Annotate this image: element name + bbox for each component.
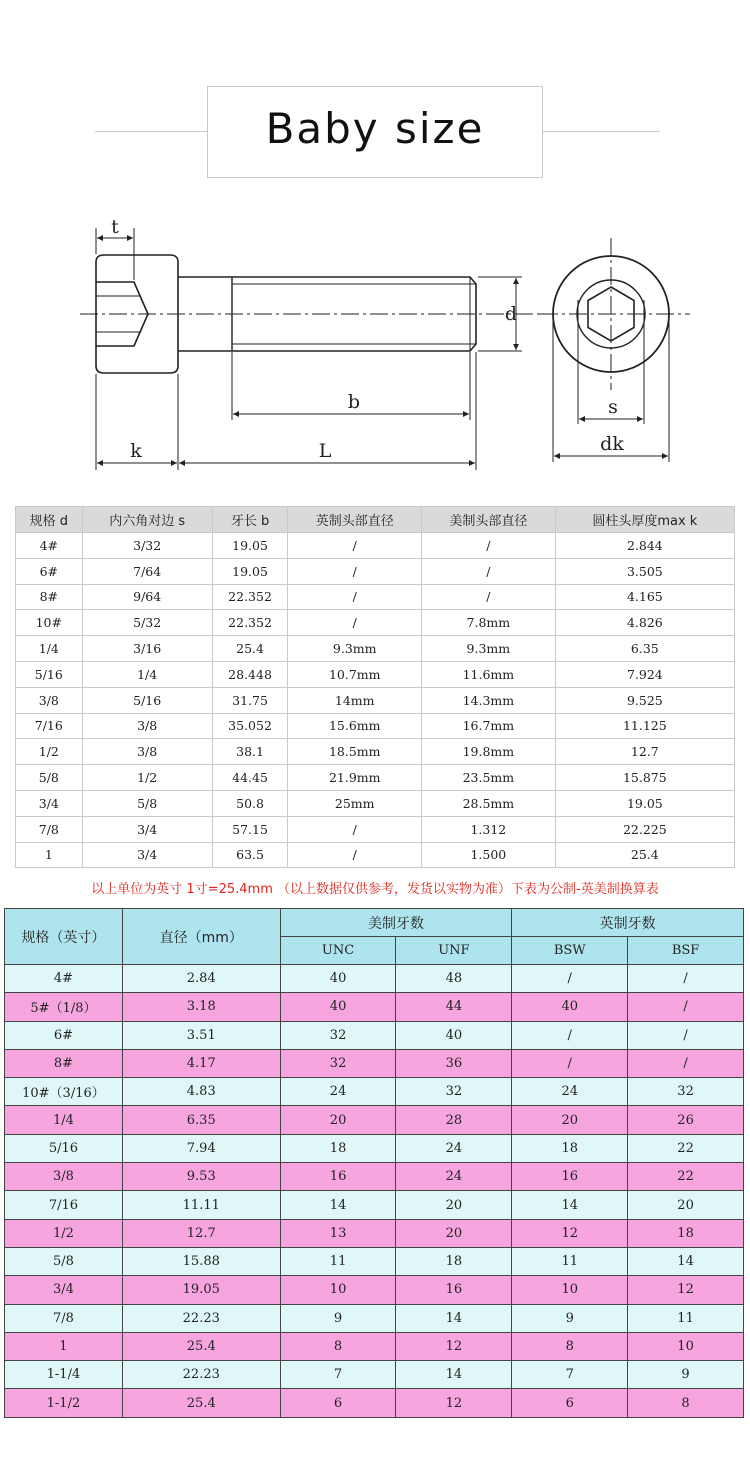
table-cell: 1 bbox=[16, 842, 83, 868]
table-cell: 25.4 bbox=[122, 1389, 280, 1417]
table-cell: 19.05 bbox=[122, 1276, 280, 1304]
table-row bbox=[5, 1191, 744, 1219]
table-cell: 6# bbox=[5, 1021, 123, 1049]
table-cell: 9.525 bbox=[555, 687, 734, 713]
table-cell: 5/8 bbox=[16, 765, 83, 791]
table-cell: / bbox=[628, 1021, 744, 1049]
table-cell: 1/2 bbox=[82, 765, 212, 791]
table-cell: 22.23 bbox=[122, 1361, 280, 1389]
table-cell: 6 bbox=[512, 1389, 628, 1417]
table-cell: 4# bbox=[16, 533, 83, 559]
table-cell: 11.125 bbox=[555, 713, 734, 739]
subheader-unf: UNF bbox=[396, 937, 512, 965]
table-cell: 18 bbox=[512, 1134, 628, 1162]
col-header: 内六角对边 s bbox=[82, 507, 212, 533]
table-cell: 19.05 bbox=[212, 533, 288, 559]
table-row bbox=[16, 584, 735, 610]
table-cell: 15.6mm bbox=[288, 713, 422, 739]
table-cell: 26 bbox=[628, 1106, 744, 1134]
table-cell: 22.352 bbox=[212, 584, 288, 610]
table-row bbox=[5, 1361, 744, 1389]
header-diameter: 直径（mm） bbox=[122, 909, 280, 965]
table-cell: 9 bbox=[280, 1304, 396, 1332]
table-cell: 2.844 bbox=[555, 533, 734, 559]
table-row bbox=[16, 533, 735, 559]
table-cell: 4.17 bbox=[122, 1049, 280, 1077]
table-cell: / bbox=[422, 584, 556, 610]
table-row bbox=[16, 713, 735, 739]
table-cell: 50.8 bbox=[212, 790, 288, 816]
table-cell: 20 bbox=[396, 1219, 512, 1247]
table-cell: / bbox=[422, 533, 556, 559]
table-cell: 5/16 bbox=[16, 661, 83, 687]
header-us-threads: 美制牙数 bbox=[280, 909, 512, 937]
header-spec: 规格（英寸） bbox=[5, 909, 123, 965]
table-cell: 3/4 bbox=[82, 816, 212, 842]
subheader-bsw: BSW bbox=[512, 937, 628, 965]
table-cell: 1/4 bbox=[16, 636, 83, 662]
table-cell: 4.826 bbox=[555, 610, 734, 636]
col-header: 圆柱头厚度max k bbox=[555, 507, 734, 533]
table-row bbox=[16, 687, 735, 713]
table-cell: 19.05 bbox=[212, 558, 288, 584]
table-cell: 12.7 bbox=[122, 1219, 280, 1247]
table-row bbox=[5, 993, 744, 1021]
table-cell: 12.7 bbox=[555, 739, 734, 765]
col-header: 美制头部直径 bbox=[422, 507, 556, 533]
table-cell: 7/16 bbox=[16, 713, 83, 739]
conversion-header-row bbox=[5, 909, 744, 937]
table-cell: 20 bbox=[396, 1191, 512, 1219]
table-cell: 6# bbox=[16, 558, 83, 584]
table-cell: 5/16 bbox=[82, 687, 212, 713]
table-cell: 1.312 bbox=[422, 816, 556, 842]
table-cell: 15.88 bbox=[122, 1247, 280, 1275]
table-cell: 24 bbox=[396, 1134, 512, 1162]
table-cell: 22.225 bbox=[555, 816, 734, 842]
table-cell: 16.7mm bbox=[422, 713, 556, 739]
table-cell: 3/16 bbox=[82, 636, 212, 662]
table-cell: 1-1/4 bbox=[5, 1361, 123, 1389]
table-cell: 1/2 bbox=[5, 1219, 123, 1247]
table-cell: 24 bbox=[396, 1163, 512, 1191]
table-cell: 3/8 bbox=[82, 739, 212, 765]
col-header: 牙长 b bbox=[212, 507, 288, 533]
table-cell: 20 bbox=[512, 1106, 628, 1134]
table-cell: 1/2 bbox=[16, 739, 83, 765]
table-cell: 16 bbox=[396, 1276, 512, 1304]
label-s: s bbox=[608, 396, 618, 418]
table-cell: 14 bbox=[396, 1304, 512, 1332]
table-cell: 5/16 bbox=[5, 1134, 123, 1162]
table-cell: 3/4 bbox=[16, 790, 83, 816]
table-cell: 11 bbox=[628, 1304, 744, 1332]
table-cell: 40 bbox=[512, 993, 628, 1021]
table-row bbox=[16, 610, 735, 636]
table-cell: 3/32 bbox=[82, 533, 212, 559]
table-cell: / bbox=[512, 1021, 628, 1049]
table-cell: / bbox=[288, 610, 422, 636]
table-cell: 48 bbox=[396, 965, 512, 993]
label-b: b bbox=[347, 391, 361, 413]
table-cell: 21.9mm bbox=[288, 765, 422, 791]
table-row bbox=[5, 1049, 744, 1077]
table-cell: 10# bbox=[16, 610, 83, 636]
table-cell: / bbox=[628, 965, 744, 993]
table-row bbox=[5, 1163, 744, 1191]
table-cell: 9.53 bbox=[122, 1163, 280, 1191]
table-cell: 40 bbox=[396, 1021, 512, 1049]
label-t: t bbox=[111, 216, 119, 238]
table-cell: 7 bbox=[280, 1361, 396, 1389]
table-cell: 18 bbox=[628, 1219, 744, 1247]
table-cell: 5#（1/8） bbox=[5, 993, 123, 1021]
table-row bbox=[5, 1332, 744, 1360]
table-cell: 3.505 bbox=[555, 558, 734, 584]
label-dk: dk bbox=[600, 433, 624, 455]
table-cell: 5/8 bbox=[5, 1247, 123, 1275]
table-cell: 6 bbox=[280, 1389, 396, 1417]
table-row bbox=[16, 558, 735, 584]
table-cell: 18 bbox=[280, 1134, 396, 1162]
table-cell: 44.45 bbox=[212, 765, 288, 791]
table-cell: / bbox=[288, 558, 422, 584]
table-cell: 10 bbox=[280, 1276, 396, 1304]
table-cell: / bbox=[422, 558, 556, 584]
table-row bbox=[5, 1276, 744, 1304]
table-cell: 16 bbox=[512, 1163, 628, 1191]
table-row bbox=[5, 1389, 744, 1417]
table-cell: 9.3mm bbox=[422, 636, 556, 662]
table-cell: 19.8mm bbox=[422, 739, 556, 765]
table-cell: / bbox=[288, 533, 422, 559]
table-cell: 7/64 bbox=[82, 558, 212, 584]
table-cell: 18 bbox=[396, 1247, 512, 1275]
table-cell: 44 bbox=[396, 993, 512, 1021]
table-row bbox=[5, 1219, 744, 1247]
table-cell: 10 bbox=[628, 1332, 744, 1360]
label-L: L bbox=[318, 440, 332, 462]
table-cell: 3.18 bbox=[122, 993, 280, 1021]
table-cell: 10#（3/16） bbox=[5, 1078, 123, 1106]
table-cell: 32 bbox=[280, 1049, 396, 1077]
table-cell: / bbox=[512, 965, 628, 993]
table-cell: 63.5 bbox=[212, 842, 288, 868]
table-cell: / bbox=[288, 584, 422, 610]
table-cell: 31.75 bbox=[212, 687, 288, 713]
table-cell: 7/8 bbox=[16, 816, 83, 842]
table-cell: 24 bbox=[512, 1078, 628, 1106]
table-cell: 9.3mm bbox=[288, 636, 422, 662]
table-cell: / bbox=[628, 1049, 744, 1077]
table-cell: 22.23 bbox=[122, 1304, 280, 1332]
table-cell: 7.924 bbox=[555, 661, 734, 687]
table-cell: 8 bbox=[280, 1332, 396, 1360]
table-cell: 15.875 bbox=[555, 765, 734, 791]
table-cell: 14 bbox=[628, 1247, 744, 1275]
table-cell: 20 bbox=[628, 1191, 744, 1219]
table-cell: 1/4 bbox=[82, 661, 212, 687]
table-cell: 9/64 bbox=[82, 584, 212, 610]
col-header: 英制头部直径 bbox=[288, 507, 422, 533]
table-cell: 7.8mm bbox=[422, 610, 556, 636]
table-cell: 40 bbox=[280, 965, 396, 993]
table-cell: 11.11 bbox=[122, 1191, 280, 1219]
table-cell: 7.94 bbox=[122, 1134, 280, 1162]
table-cell: 10.7mm bbox=[288, 661, 422, 687]
table-row bbox=[5, 1247, 744, 1275]
table-cell: 25.4 bbox=[555, 842, 734, 868]
table-cell: 16 bbox=[280, 1163, 396, 1191]
thread-conversion-table bbox=[4, 908, 744, 1418]
table-cell: 1 bbox=[5, 1332, 123, 1360]
table-cell: 3/8 bbox=[16, 687, 83, 713]
table-row bbox=[16, 739, 735, 765]
table-cell: 8# bbox=[5, 1049, 123, 1077]
table-row bbox=[5, 1078, 744, 1106]
table-cell: 14.3mm bbox=[422, 687, 556, 713]
table-cell: 14 bbox=[396, 1361, 512, 1389]
table-cell: 18.5mm bbox=[288, 739, 422, 765]
table-cell: 3/8 bbox=[82, 713, 212, 739]
table-cell: 40 bbox=[280, 993, 396, 1021]
table-cell: 8 bbox=[628, 1389, 744, 1417]
table-cell: 4.83 bbox=[122, 1078, 280, 1106]
table-cell: 5/8 bbox=[82, 790, 212, 816]
table-cell: / bbox=[512, 1049, 628, 1077]
table-cell: 23.5mm bbox=[422, 765, 556, 791]
table-cell: 19.05 bbox=[555, 790, 734, 816]
table-cell: 14 bbox=[512, 1191, 628, 1219]
unit-note: 以上单位为英寸 1寸=25.4mm （以上数据仅供参考，发货以实物为准）下表为公制-英美制换算表 bbox=[91, 882, 659, 897]
table-cell: 12 bbox=[396, 1332, 512, 1360]
table-cell: 32 bbox=[280, 1021, 396, 1049]
screw-dimension-diagram bbox=[0, 200, 750, 490]
table-cell: 28 bbox=[396, 1106, 512, 1134]
table-cell: 3.51 bbox=[122, 1021, 280, 1049]
page-title: Baby size bbox=[265, 104, 485, 153]
table-cell: 1.500 bbox=[422, 842, 556, 868]
table-cell: 25.4 bbox=[212, 636, 288, 662]
table-cell: 20 bbox=[280, 1106, 396, 1134]
table-row bbox=[16, 790, 735, 816]
table-cell: 6.35 bbox=[555, 636, 734, 662]
table-row bbox=[16, 765, 735, 791]
table-cell: 12 bbox=[628, 1276, 744, 1304]
table-cell: / bbox=[628, 993, 744, 1021]
dimension-table-header bbox=[16, 507, 735, 533]
table-cell: 32 bbox=[396, 1078, 512, 1106]
table-cell: 14mm bbox=[288, 687, 422, 713]
table-cell: 8# bbox=[16, 584, 83, 610]
table-row bbox=[16, 842, 735, 868]
table-row bbox=[16, 636, 735, 662]
table-cell: 57.15 bbox=[212, 816, 288, 842]
screw-head-outline bbox=[96, 255, 178, 373]
table-cell: 3/4 bbox=[82, 842, 212, 868]
table-row bbox=[5, 1304, 744, 1332]
table-cell: 12 bbox=[512, 1219, 628, 1247]
table-cell: 10 bbox=[512, 1276, 628, 1304]
table-row bbox=[16, 816, 735, 842]
table-cell: 2.84 bbox=[122, 965, 280, 993]
table-row bbox=[5, 965, 744, 993]
label-d: d bbox=[504, 303, 518, 325]
table-cell: 22 bbox=[628, 1163, 744, 1191]
table-row bbox=[5, 1106, 744, 1134]
table-cell: 9 bbox=[512, 1304, 628, 1332]
table-cell: 7/8 bbox=[5, 1304, 123, 1332]
dimension-table bbox=[15, 506, 735, 868]
table-cell: 4.165 bbox=[555, 584, 734, 610]
table-cell: 14 bbox=[280, 1191, 396, 1219]
table-cell: 7 bbox=[512, 1361, 628, 1389]
table-cell: 11.6mm bbox=[422, 661, 556, 687]
header-uk-threads: 英制牙数 bbox=[512, 909, 744, 937]
subheader-unc: UNC bbox=[280, 937, 396, 965]
table-cell: 6.35 bbox=[122, 1106, 280, 1134]
table-cell: 25mm bbox=[288, 790, 422, 816]
table-cell: 4# bbox=[5, 965, 123, 993]
title-area bbox=[0, 0, 750, 180]
table-row bbox=[16, 661, 735, 687]
table-cell: 28.5mm bbox=[422, 790, 556, 816]
table-cell: 22.352 bbox=[212, 610, 288, 636]
table-cell: 11 bbox=[280, 1247, 396, 1275]
table-cell: / bbox=[288, 842, 422, 868]
table-cell: 3/4 bbox=[5, 1276, 123, 1304]
table-cell: 3/8 bbox=[5, 1163, 123, 1191]
table-cell: 38.1 bbox=[212, 739, 288, 765]
table-cell: 1/4 bbox=[5, 1106, 123, 1134]
table-cell: 24 bbox=[280, 1078, 396, 1106]
table-cell: 28.448 bbox=[212, 661, 288, 687]
table-cell: 22 bbox=[628, 1134, 744, 1162]
table-cell: 12 bbox=[396, 1389, 512, 1417]
table-cell: 11 bbox=[512, 1247, 628, 1275]
table-cell: 25.4 bbox=[122, 1332, 280, 1360]
table-cell: / bbox=[288, 816, 422, 842]
col-header: 规格 d bbox=[16, 507, 83, 533]
table-cell: 35.052 bbox=[212, 713, 288, 739]
table-cell: 8 bbox=[512, 1332, 628, 1360]
table-row bbox=[5, 1021, 744, 1049]
table-cell: 1-1/2 bbox=[5, 1389, 123, 1417]
table-cell: 36 bbox=[396, 1049, 512, 1077]
table-cell: 13 bbox=[280, 1219, 396, 1247]
table-cell: 9 bbox=[628, 1361, 744, 1389]
table-cell: 5/32 bbox=[82, 610, 212, 636]
label-k: k bbox=[130, 440, 142, 462]
table-row bbox=[5, 1134, 744, 1162]
subheader-bsf: BSF bbox=[628, 937, 744, 965]
table-cell: 7/16 bbox=[5, 1191, 123, 1219]
table-cell: 32 bbox=[628, 1078, 744, 1106]
